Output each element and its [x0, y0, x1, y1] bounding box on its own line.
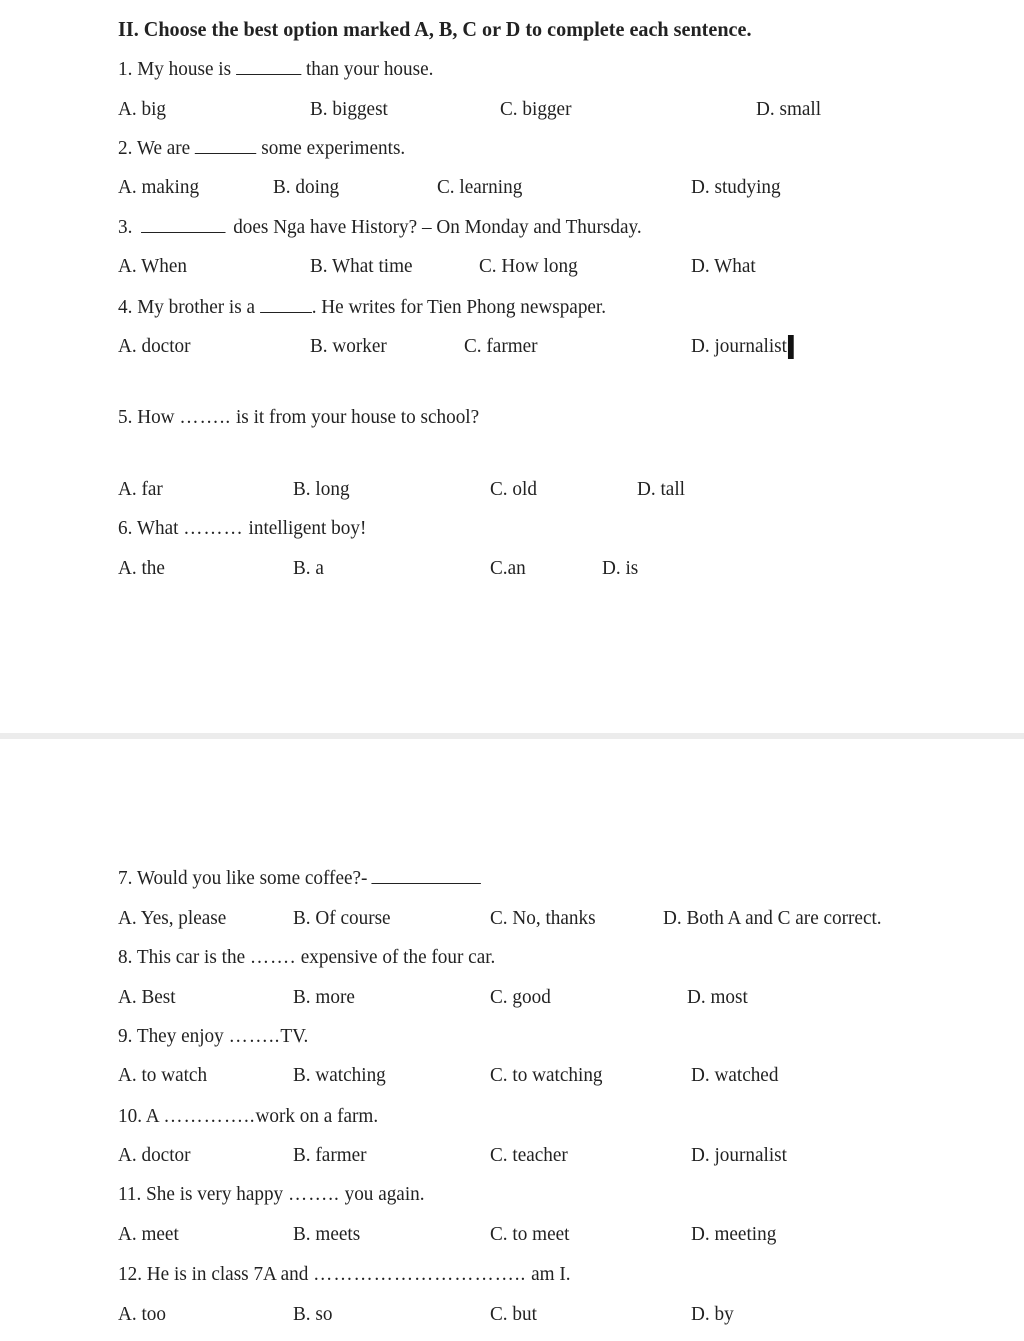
option-b: B. farmer	[293, 1144, 367, 1166]
option-c: C. learning	[437, 176, 523, 198]
question-1	[118, 57, 433, 81]
option-c: C. to meet	[490, 1223, 570, 1245]
question-text-after: am I.	[531, 1263, 571, 1285]
answer-dots: ………	[183, 517, 244, 539]
option-c: C. but	[490, 1303, 537, 1325]
option-c: C. teacher	[490, 1144, 568, 1166]
question-text-after: than your house.	[305, 58, 434, 80]
option-d: D. is	[602, 557, 639, 579]
option-b: B. more	[293, 986, 355, 1008]
option-a: A. doctor	[118, 335, 191, 357]
option-d: D. studying	[691, 176, 781, 198]
option-d: D. Both A and C are correct.	[663, 907, 882, 929]
section-title: II. Choose the best option marked A, B, C or D to complete each sentence.	[118, 17, 752, 41]
option-b: B. so	[293, 1303, 333, 1325]
option-b: B. biggest	[310, 98, 388, 120]
question-text-before: Would you like some coffee?-	[136, 867, 368, 889]
answer-blank	[371, 867, 480, 884]
question-8	[118, 945, 495, 969]
question-4	[118, 295, 606, 319]
option-a: A. making	[118, 176, 200, 198]
question-number: 9.	[118, 1025, 133, 1047]
question-number: 12.	[118, 1263, 142, 1285]
answer-dots: …………………………..	[313, 1263, 527, 1285]
question-11	[118, 1182, 425, 1206]
question-text-before: What	[136, 517, 179, 539]
question-text-after: some experiments.	[261, 137, 406, 159]
option-c: C. How long	[479, 255, 578, 277]
question-text-before: My brother is a	[137, 296, 256, 318]
option-b: B. meets	[293, 1223, 361, 1245]
answer-blank	[141, 216, 225, 233]
option-c: C. No, thanks	[490, 907, 596, 929]
option-a: A. Yes, please	[118, 907, 227, 929]
question-number: 1.	[118, 58, 133, 80]
question-text-before: They enjoy	[136, 1025, 224, 1047]
option-d: D. tall	[637, 478, 685, 500]
option-b: B. What time	[310, 255, 413, 277]
answer-blank	[236, 58, 301, 75]
question-text-after: you again.	[344, 1183, 425, 1205]
question-text-after: expensive of the four car.	[300, 946, 496, 968]
option-c: C. farmer	[464, 335, 538, 357]
question-number: 7.	[118, 867, 133, 889]
option-a: A. Best	[118, 986, 176, 1008]
question-text-before: This car is the	[136, 946, 246, 968]
question-text-before: She is very happy	[146, 1183, 284, 1205]
option-a: A. to watch	[118, 1064, 208, 1086]
question-text-before: How	[137, 406, 175, 428]
question-text-before: A	[145, 1105, 159, 1127]
question-number: 6.	[118, 517, 133, 539]
answer-blank	[195, 137, 256, 154]
option-c: C. old	[490, 478, 537, 500]
question-number: 5.	[118, 406, 133, 428]
option-d: D. What	[691, 255, 756, 277]
question-number: 2.	[118, 137, 133, 159]
question-text-after: is it from your house to school?	[235, 406, 480, 428]
option-a: A. big	[118, 98, 166, 120]
answer-dots: ……..	[179, 406, 232, 428]
question-3	[118, 215, 642, 239]
option-d-text: D. journalist	[691, 335, 787, 357]
question-number: 3.	[118, 216, 133, 238]
question-5	[118, 405, 479, 429]
question-text-before: My house is	[137, 58, 232, 80]
question-9	[118, 1024, 308, 1048]
question-text-after: . He writes for Tien Phong newspaper.	[311, 296, 607, 318]
question-12	[118, 1262, 571, 1286]
question-number: 8.	[118, 946, 133, 968]
option-c: C. good	[490, 986, 551, 1008]
question-10	[118, 1104, 378, 1128]
answer-dots: …………..	[163, 1105, 256, 1127]
question-text-after: TV.	[280, 1025, 309, 1047]
answer-dots: …….	[249, 946, 296, 968]
option-d: D. most	[687, 986, 748, 1008]
option-a: A. doctor	[118, 1144, 191, 1166]
option-d: D. journalist	[691, 1144, 787, 1166]
answer-dots: ……..	[287, 1183, 340, 1205]
text-cursor-icon	[788, 335, 794, 359]
question-text-after: does Nga have History? – On Monday and Thursday.	[233, 216, 642, 238]
option-d	[691, 334, 794, 359]
option-a: A. too	[118, 1303, 166, 1325]
option-b: B. Of course	[293, 907, 391, 929]
option-b: B. a	[293, 557, 324, 579]
option-a: A. When	[118, 255, 187, 277]
question-text-before: We are	[136, 137, 191, 159]
option-b: B. watching	[293, 1064, 386, 1086]
question-2	[118, 136, 405, 160]
question-text-after: intelligent boy!	[248, 517, 367, 539]
question-number: 4.	[118, 296, 133, 318]
question-number: 11.	[118, 1183, 142, 1205]
answer-dots: ……..	[228, 1025, 281, 1047]
question-text-before: He is in class 7A and	[146, 1263, 309, 1285]
option-d: D. watched	[691, 1064, 779, 1086]
option-b: B. long	[293, 478, 350, 500]
option-b: B. worker	[310, 335, 387, 357]
question-number: 10.	[118, 1105, 142, 1127]
option-c: C. bigger	[500, 98, 572, 120]
question-text-after: work on a farm.	[255, 1105, 379, 1127]
question-7	[118, 866, 486, 890]
option-d: D. meeting	[691, 1223, 777, 1245]
option-a: A. meet	[118, 1223, 179, 1245]
option-d: D. by	[691, 1303, 734, 1325]
option-a: A. the	[118, 557, 165, 579]
answer-blank	[260, 296, 312, 313]
page-2	[0, 739, 1024, 1341]
question-6	[118, 516, 366, 540]
option-c: C.an	[490, 557, 526, 579]
option-c: C. to watching	[490, 1064, 603, 1086]
option-a: A. far	[118, 478, 163, 500]
option-b: B. doing	[273, 176, 340, 198]
option-d: D. small	[756, 98, 822, 120]
